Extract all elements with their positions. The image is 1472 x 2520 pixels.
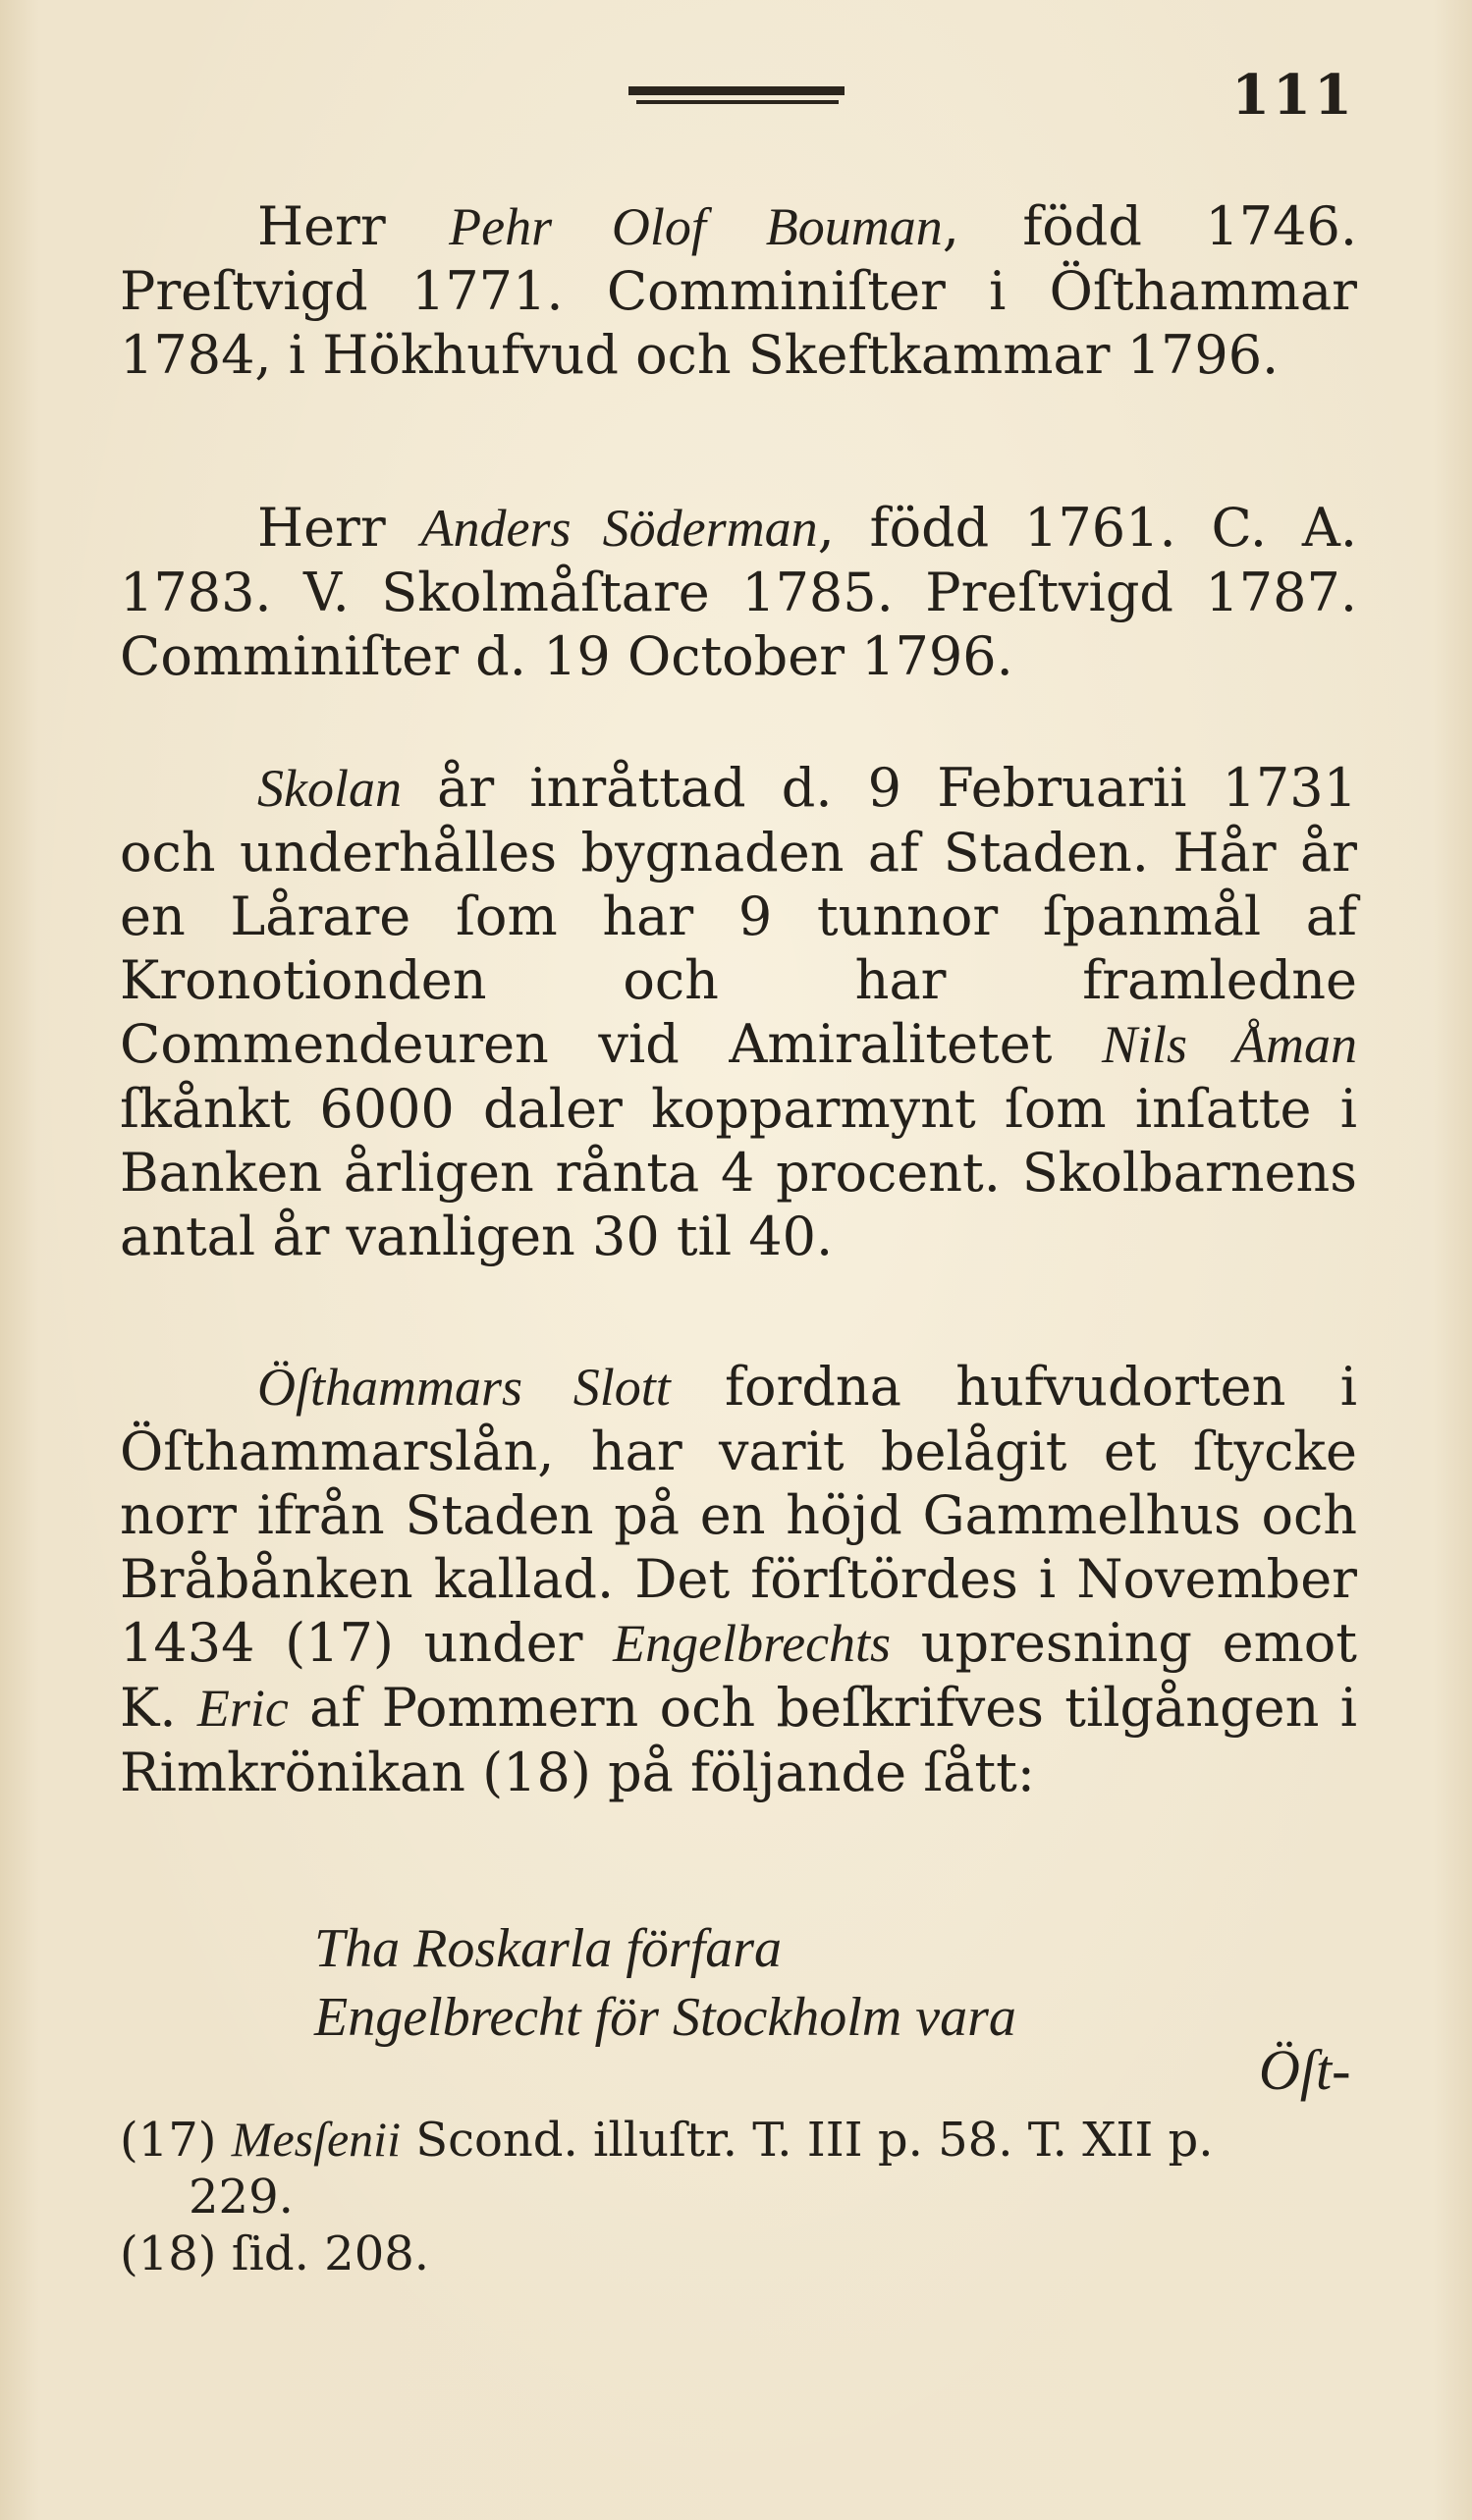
person-name: Anders Söderman bbox=[420, 499, 818, 558]
castle-text-1: fordna hufvudorten i Öſthammarslån, har varit belågit et ſtycke norr ifrån Staden på en höjd Gammelhus och Bråbånken kallad. Det förſtördes i November 1434 (17) under bbox=[120, 1356, 1357, 1674]
castle-text-3: af Pommern och beſkrifves tilgången i Rimkrönikan (18) på följande ſått: bbox=[120, 1677, 1357, 1803]
castle-name-eric: Eric bbox=[196, 1679, 289, 1738]
castle-title: Öſthammars Slott bbox=[257, 1358, 671, 1417]
castle-paragraph bbox=[120, 1355, 1357, 1804]
footnote-17 bbox=[120, 2111, 1387, 2169]
person-name: Pehr Olof Bouman bbox=[449, 197, 943, 256]
verse-line: Tha Roskarla förfara bbox=[314, 1918, 783, 1979]
school-text-1: år inråttad d. 9 Februarii 1731 och underhålles bygnaden af Staden. Hår år en Lårare ſom har 9 tunnor ſpanmål af Kronotionden och har framledne Commendeuren vid Amiralitetet bbox=[120, 757, 1357, 1075]
header-rule bbox=[628, 86, 845, 108]
school-title: Skolan bbox=[257, 759, 402, 818]
school-text-2: ſkånkt 6000 daler kopparmynt ſom inſatte i Banken årligen rånta 4 procent. Skolbarnens antal år vanligen 30 til 40. bbox=[120, 1078, 1357, 1267]
entry-prefix: Herr bbox=[257, 497, 421, 559]
castle-text-2: upresning emot K. bbox=[120, 1612, 1357, 1739]
donor-name: Nils Åman bbox=[1102, 1015, 1357, 1074]
entry-text: , född 1761. C. A. 1783. V. Skolmåſtare 1785. Preſtvigd 1787. Comminiſter d. 19 October 1796. bbox=[120, 497, 1357, 687]
verse-line: Engelbrecht för Stockholm vara bbox=[314, 1987, 1016, 2048]
entry-text: , född 1746. Preſtvigd 1771. Comminiſter i Öſthammar 1784, i Hökhufvud och Skeftkammar 1796. bbox=[120, 195, 1357, 386]
school-paragraph bbox=[120, 756, 1357, 1268]
footnote-18: (18) ſid. 208. bbox=[120, 2226, 430, 2281]
entry-prefix: Herr bbox=[257, 195, 450, 257]
footnote-text: Scond. illuſtr. T. III p. 58. T. XII p. bbox=[400, 2113, 1214, 2168]
catchword: Öſt- bbox=[1259, 2038, 1351, 2102]
footnote-mark: (17) bbox=[120, 2113, 232, 2168]
entry-soderman bbox=[120, 496, 1357, 688]
footnote-author: Mesſenii bbox=[231, 2112, 401, 2167]
entry-bouman bbox=[120, 194, 1357, 387]
page-number: 111 bbox=[1231, 63, 1355, 128]
castle-name-engelbrecht: Engelbrechts bbox=[613, 1614, 892, 1673]
verse-quote bbox=[314, 1914, 1198, 2052]
footnotes bbox=[120, 2111, 1387, 2282]
footnote-17-continuation: 229. bbox=[189, 2170, 294, 2225]
